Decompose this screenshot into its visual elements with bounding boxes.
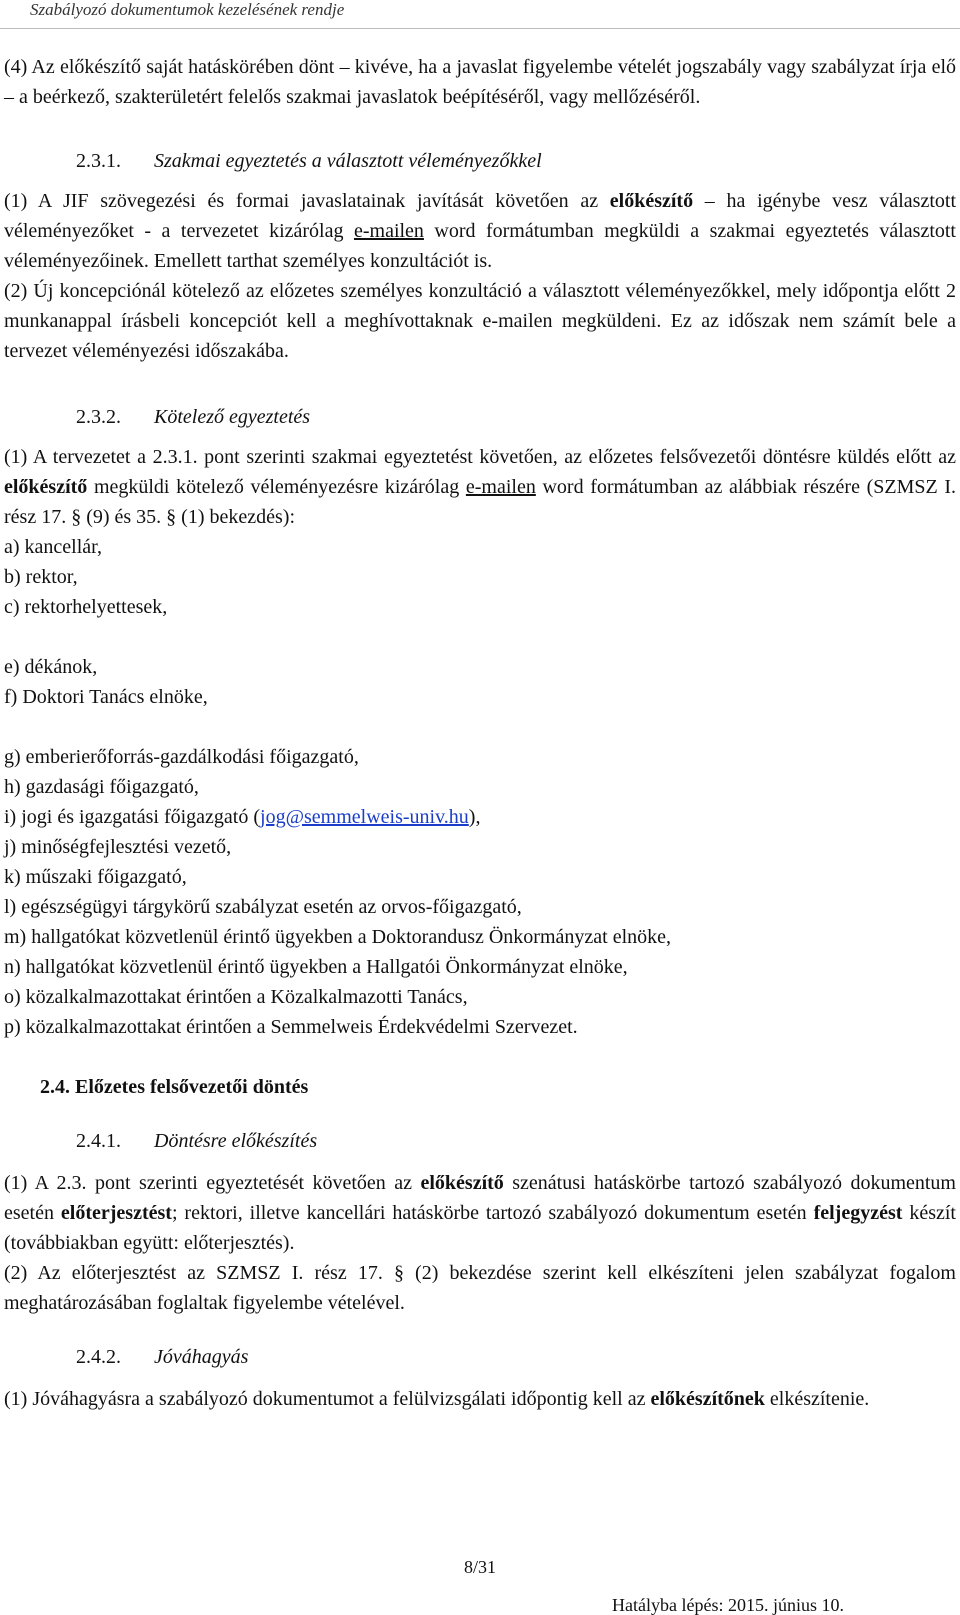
bold-term: előkészítő — [609, 190, 694, 212]
underlined-term: e-mailen — [353, 220, 424, 242]
section-number: 2.4.1. — [76, 1130, 121, 1152]
bold-term: előterjesztést — [60, 1202, 172, 1224]
list-item: m) hallgatókat közvetlenül érintő ügyekben a Doktorandusz Önkormányzat elnöke, — [4, 926, 672, 948]
section-number: 2.3.1. — [76, 150, 121, 172]
section-title: Jóváhagyás — [154, 1346, 249, 1368]
paragraph-2-4-2-1: (1) Jóváhagyásra a szabályozó dokumentumot a felülvizsgálati időpontig kell az előkészítőnek elkészítenie. — [4, 1388, 870, 1410]
running-header: Szabályozó dokumentumok kezelésének rendje — [30, 0, 345, 19]
bold-term: előkészítő — [420, 1172, 504, 1194]
effective-date: Hatályba lépés: 2015. június 10. — [612, 1595, 844, 1615]
section-title: Döntésre előkészítés — [154, 1130, 318, 1152]
section-title: Szakmai egyeztetés a választott véleményezőkkel — [154, 150, 542, 172]
paragraph-2-3-1-1: (1) A JIF szövegezési és formai javaslatainak javítását követően az előkészítő – ha igénybe vesz választott véleményezőket - a tervezetet kizárólag e-mailen word formátumban megküldi a szakmai egyeztetés választott véleményezőinek. Emellett tarthat személyes konzultációt is. — [4, 190, 956, 272]
recipient-list — [4, 532, 956, 1042]
section-number: 2.3.2. — [76, 406, 121, 428]
list-item: i) jogi és igazgatási főigazgató (jog@semmelweis-univ.hu), — [4, 806, 481, 828]
list-item: p) közalkalmazottakat érintően a Semmelweis Érdekvédelmi Szervezet. — [4, 1016, 578, 1038]
list-item: k) műszaki főigazgató, — [4, 866, 187, 888]
document-body — [4, 52, 956, 1414]
section-number: 2.4.2. — [76, 1346, 121, 1368]
list-item: h) gazdasági főigazgató, — [4, 776, 199, 798]
list-item: f) Doktori Tanács elnöke, — [4, 686, 208, 708]
email-link[interactable]: jog@semmelweis-univ.hu — [260, 806, 469, 828]
bold-term: előkészítőnek — [650, 1388, 765, 1410]
header-divider — [0, 28, 960, 29]
list-item: l) egészségügyi tárgykörű szabályzat esetén az orvos-főigazgató, — [4, 896, 522, 918]
paragraph-2-4-1-1: (1) A 2.3. pont szerinti egyeztetését követően az előkészítő szenátusi hatáskörbe tartozó szabályozó dokumentum esetén előterjesztést; rektori, illetve kancellári hatáskörbe tartozó szabályozó dokumentum esetén feljegyzést készít (továbbiakban együtt: előterjesztés). — [4, 1172, 956, 1254]
paragraph-2-4-1-2: (2) Az előterjesztést az SZMSZ I. rész 17. § (2) bekezdése szerint kell elkészíteni jelen szabályzat fogalom meghatározásában foglaltak figyelembe vételével. — [4, 1262, 956, 1314]
section-heading-2-3-1 — [76, 146, 956, 176]
section-heading-2-4-1 — [76, 1126, 956, 1156]
bold-term: feljegyzést — [813, 1202, 903, 1224]
list-item: e) dékánok, — [4, 656, 98, 678]
section-heading-2-3-2 — [76, 402, 956, 432]
section-heading-2-4-2 — [76, 1342, 956, 1372]
paragraph-2-3-2-1: (1) A tervezetet a 2.3.1. pont szerinti szakmai egyeztetést követően, az előzetes felsővezetői döntésre küldés előtt az előkészítő megküldi kötelező véleményezésre kizárólag e-mailen word formátumban az alábbiak részére (SZMSZ I. rész 17. § (9) és 35. § (1) bekezdés): — [4, 446, 957, 528]
list-item: j) minőségfejlesztési vezető, — [4, 836, 232, 858]
list-item: n) hallgatókat közvetlenül érintő ügyekben a Hallgatói Önkormányzat elnöke, — [4, 956, 628, 978]
paragraph-2-3-1-2: (2) Új koncepciónál kötelező az előzetes személyes konzultáció a választott véleményezőkkel, mely időpontja előtt 2 munkanappal írásbeli koncepciót kell a meghívottaknak e-mailen megküldeni. Ez az időszak nem számít bele a tervezet véleményezési időszakába. — [4, 280, 956, 362]
list-item: g) emberierőforrás-gazdálkodási főigazgató, — [4, 746, 359, 768]
list-item: b) rektor, — [4, 566, 78, 588]
list-item: a) kancellár, — [4, 536, 103, 558]
list-item: c) rektorhelyettesek, — [4, 596, 168, 618]
section-heading-2-4: 2.4. Előzetes felsővezetői döntés — [40, 1076, 309, 1098]
section-title: Kötelező egyeztetés — [154, 406, 311, 428]
paragraph-4: (4) Az előkészítő saját hatáskörében dönt – kivéve, ha a javaslat figyelembe vételét jogszabály vagy szabályzat írja elő – a beérkező, szakterületért felelős szakmai javaslatok beépítéséről, vagy mellőzéséről. — [4, 56, 956, 108]
bold-term: előkészítő — [4, 476, 88, 498]
page-number: 8/31 — [463, 1557, 496, 1577]
list-item: o) közalkalmazottakat érintően a Közalkalmazotti Tanács, — [4, 986, 468, 1008]
underlined-term: e-mailen — [465, 476, 536, 498]
